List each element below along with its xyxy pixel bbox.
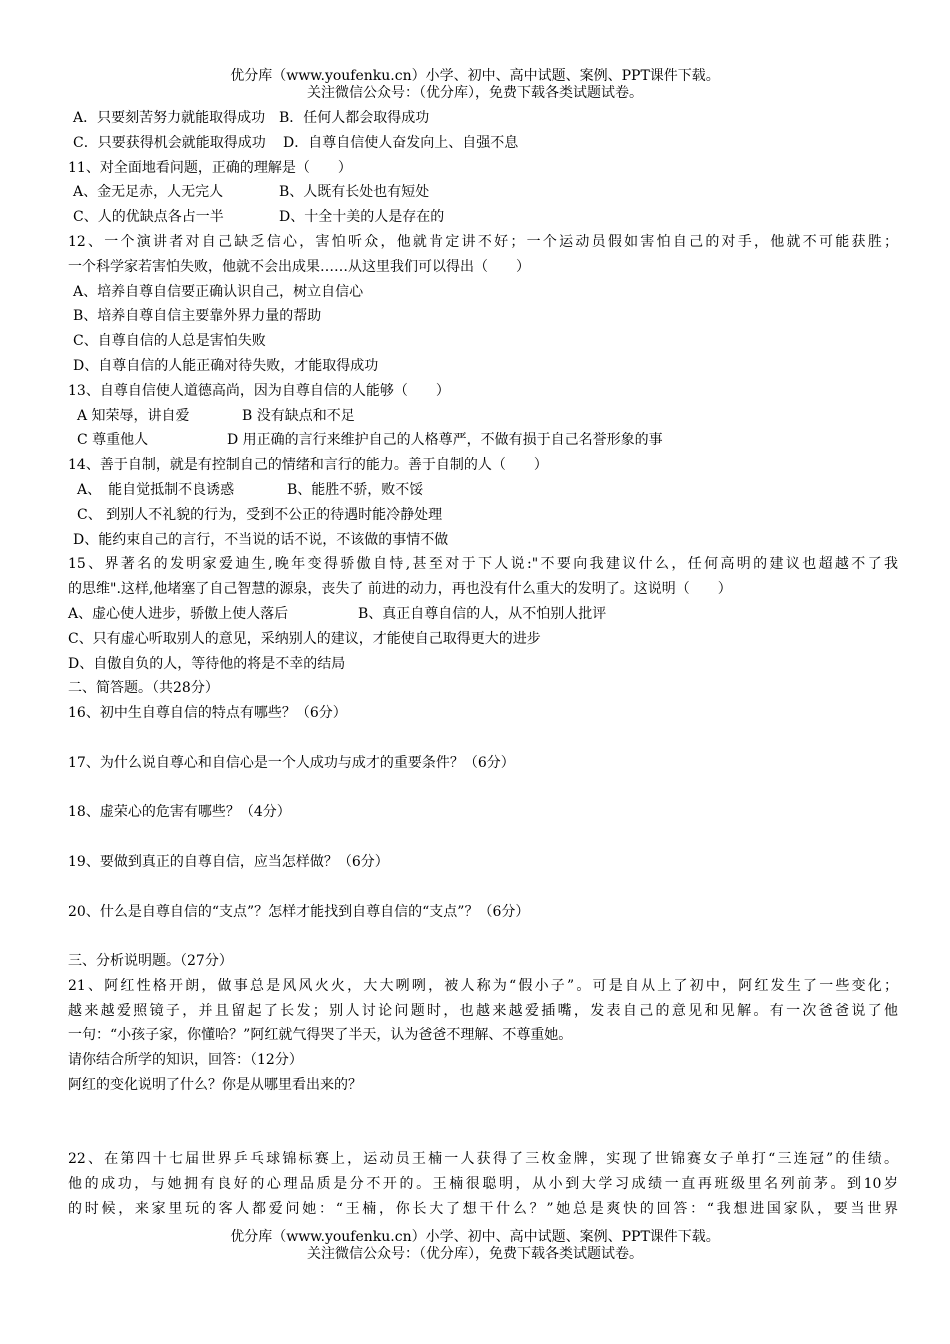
q12-option-b: B、培养自尊自信主要靠外界力量的帮助 — [73, 308, 322, 325]
header-line-1: 优分库（www.youfenku.cn）小学、初中、高中试题、案例、PPT课件下载。 — [230, 68, 720, 84]
q15-option-c: C、只有虚心听取别人的意见，采纳别人的建议，才能使自己取得更大的进步 — [68, 630, 541, 647]
q11-options-cd — [68, 205, 898, 230]
q14-option-d: D、能约束自己的言行，不当说的话不说，不该做的事情不做 — [73, 531, 449, 548]
q11-stem: 11、对全面地看问题，正确的理解是（ ） — [68, 159, 352, 176]
q22-line-3: 的时候，来家里玩的客人都爱问她：“王楠，你长大了想干什么？”她总是爽快的回答：“我想进国家队，要当世界 — [68, 1201, 898, 1218]
q14-option-a: A、 能自觉抵制不良诱惑 — [77, 481, 235, 498]
q10-option-a: A．只要刻苦努力就能取得成功 — [73, 110, 266, 126]
q11-option-c: C、人的优缺点各占一半 — [73, 209, 224, 226]
q14-options-ab — [68, 478, 898, 503]
page-footer — [0, 1229, 950, 1263]
page-header — [0, 68, 950, 102]
q18: 18、虚荣心的危害有哪些？（4分） — [68, 804, 291, 821]
q14-option-c: C、 到别人不礼貌的行为，受到不公正的待遇时能冷静处理 — [77, 506, 443, 523]
q10-options-cd — [68, 131, 898, 156]
section-2-title: 二、简答题。（共28分） — [68, 680, 219, 697]
footer-line-2: 关注微信公众号：（优分库），免费下载各类试题试卷。 — [307, 1246, 643, 1262]
q21-line-1: 21、阿红性格开朗，做事总是风风火火，大大咧咧，被人称为“假小子”。可是自从上了初中，阿红发生了一些变化； — [68, 977, 898, 994]
q15-options-ab — [68, 602, 898, 627]
q13-options-ab — [68, 404, 898, 429]
exam-content — [68, 106, 898, 1222]
q14-option-b: B、能胜不骄，败不馁 — [287, 481, 424, 498]
q14-stem: 14、善于自制，就是有控制自己的情绪和言行的能力。善于自制的人（ ） — [68, 457, 548, 474]
q13-option-c: C 尊重他人 — [77, 432, 149, 449]
q21-prompt: 请你结合所学的知识，回答：（12分） — [68, 1052, 303, 1069]
q13-stem: 13、自尊自信使人道德高尚，因为自尊自信的人能够（ ） — [68, 382, 450, 399]
q19: 19、要做到真正的自尊自信，应当怎样做？（6分） — [68, 853, 389, 870]
q13-options-cd — [68, 428, 898, 453]
q15-option-d: D、自傲自负的人，等待他的将是不幸的结局 — [68, 655, 346, 672]
q12-option-c: C、自尊自信的人总是害怕失败 — [73, 333, 266, 350]
header-line-2: 关注微信公众号：（优分库），免费下载各类试题试卷。 — [307, 85, 643, 101]
q10-option-d: D．自尊自信使人奋发向上、自强不息 — [283, 134, 519, 151]
q21-question: 阿红的变化说明了什么？你是从哪里看出来的？ — [68, 1077, 362, 1094]
q15-option-b: B、真正自尊自信的人，从不怕别人批评 — [358, 605, 607, 622]
q22-line-1: 22、在第四十七届世界乒乓球锦标赛上，运动员王楠一人获得了三枚金牌，实现了世锦赛女子单打“三连冠”的佳绩。 — [68, 1151, 898, 1168]
q11-options-ab — [68, 180, 898, 205]
q10-options-ab — [68, 106, 898, 131]
q16: 16、初中生自尊自信的特点有哪些？（6分） — [68, 705, 347, 722]
q12-stem-line-1: 12、一个演讲者对自己缺乏信心，害怕听众，他就肯定讲不好；一个运动员假如害怕自己的对手，他就不可能获胜； — [68, 233, 898, 250]
q17: 17、为什么说自尊心和自信心是一个人成功与成才的重要条件？（6分） — [68, 754, 515, 771]
q10-option-b: B．任何人都会取得成功 — [279, 110, 430, 126]
q12-stem-line-2: 一个科学家若害怕失败，他就不会出成果……从这里我们可以得出（ ） — [68, 258, 530, 275]
q21-line-2: 越来越爱照镜子，并且留起了长发；别人讨论问题时，也越来越爱插嘴，发表自己的意见和见解。有一次爸爸说了他 — [68, 1002, 898, 1019]
q20: 20、什么是自尊自信的“支点”？怎样才能找到自尊自信的“支点”？（6分） — [68, 903, 530, 920]
q13-option-a: A 知荣辱，讲自爱 — [77, 407, 190, 424]
q15-option-a: A、虚心使人进步，骄傲上使人落后 — [68, 605, 289, 622]
q21-line-3: 一句：“小孩子家，你懂哈？”阿红就气得哭了半天，认为爸爸不理解、不尊重她。 — [68, 1027, 573, 1044]
q11-option-b: B、人既有长处也有短处 — [279, 184, 430, 201]
q11-option-a: A、金无足赤，人无完人 — [73, 184, 224, 201]
q10-option-c: C．只要获得机会就能取得成功 — [73, 134, 266, 151]
q15-stem-line-1: 15、界著名的发明家爱迪生,晚年变得骄傲自恃,甚至对于下人说:"不要向我建议什么，任何高明的建议也超越不了我 — [68, 556, 898, 573]
q22-line-2: 他的成功，与她拥有良好的心理品质是分不开的。王楠很聪明，从小到大学习成绩一直再班级里名列前茅。到10岁 — [68, 1176, 898, 1193]
q11-option-d: D、十全十美的人是存在的 — [279, 209, 445, 226]
q15-stem-line-2: 的思维".这样,他堵塞了自己智慧的源泉，丧失了 前进的动力，再也没有什么重大的发明了。这说明（ ） — [68, 581, 732, 598]
q13-option-b: B 没有缺点和不足 — [242, 407, 355, 424]
q12-option-a: A、培养自尊自信要正确认识自己，树立自信心 — [73, 283, 364, 300]
q13-option-d: D 用正确的言行来维护自己的人格尊严，不做有损于自己名誉形象的事 — [227, 432, 663, 449]
section-3-title: 三、分析说明题。（27分） — [68, 953, 233, 970]
q12-option-d: D、自尊自信的人能正确对待失败，才能取得成功 — [73, 357, 379, 374]
footer-line-1: 优分库（www.youfenku.cn）小学、初中、高中试题、案例、PPT课件下载。 — [230, 1229, 720, 1245]
